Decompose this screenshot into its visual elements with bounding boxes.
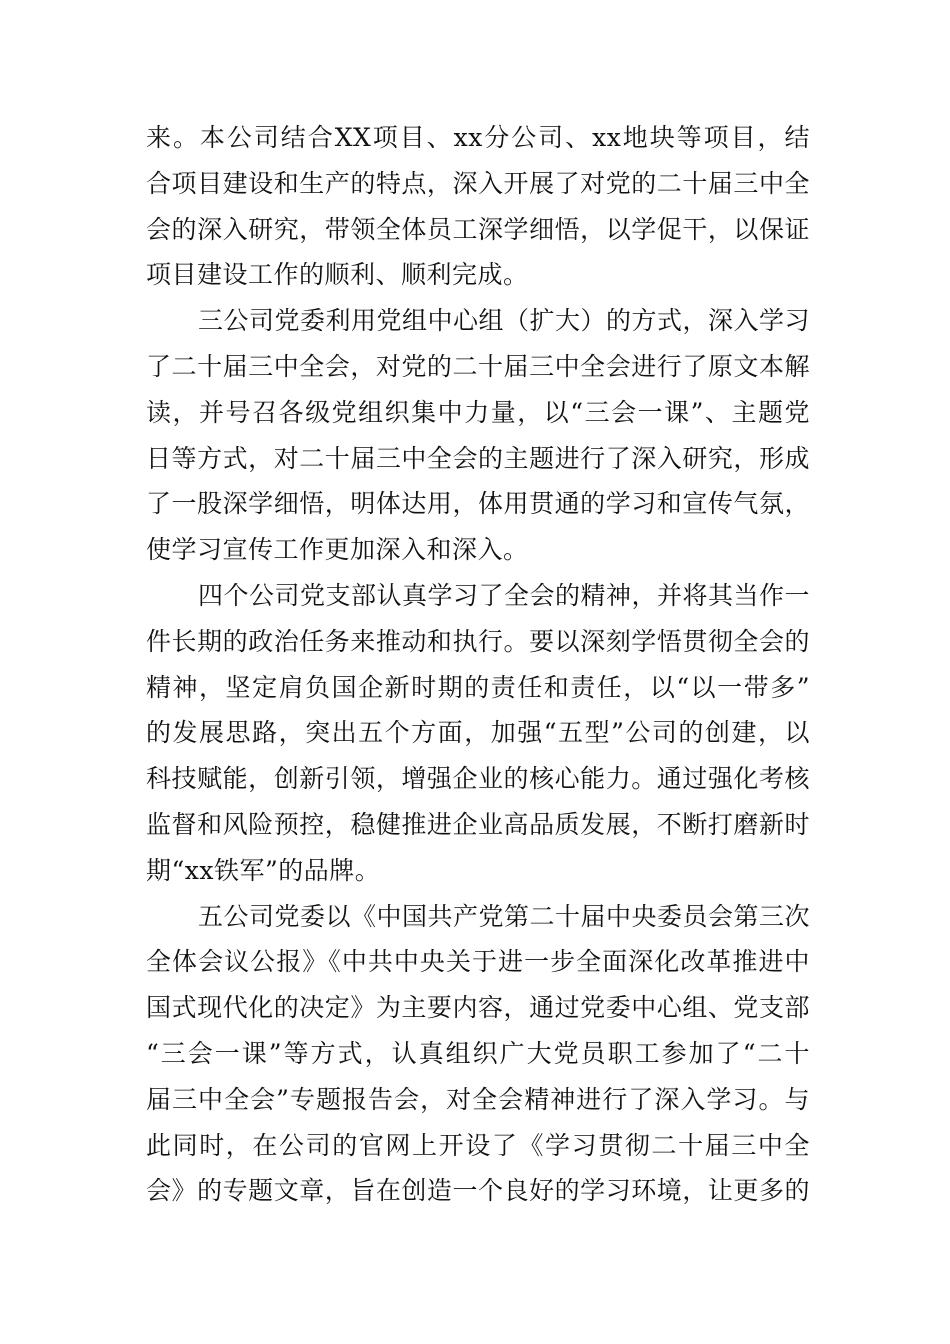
text-line: 监督和风险预控，稳健推进企业高品质发展，不断打磨新时	[146, 809, 810, 839]
text-line: 合项目建设和生产的特点，深入开展了对党的二十届三中全	[146, 168, 810, 198]
text-line: 来。本公司结合XX项目、xx分公司、xx地块等项目，结	[146, 123, 810, 152]
paragraph-1	[146, 115, 810, 298]
paragraph-3	[146, 573, 810, 894]
text-line: 全体会议公报》《中共中央关于进一步全面深化改革推进中	[146, 947, 810, 977]
text-line: 项目建设工作的顺利、顺利完成。	[146, 260, 529, 290]
text-line: 三公司党委利用党组中心组（扩大）的方式，深入学习	[198, 306, 811, 336]
text-line: 国式现代化的决定》为主要内容，通过党委中心组、党支部	[146, 993, 810, 1023]
paragraph-2	[146, 298, 810, 573]
text-line: 使学习宣传工作更加深入和深入。	[146, 535, 529, 565]
text-line: 日等方式，对二十届三中全会的主题进行了深入研究，形成	[146, 443, 810, 473]
text-line: 读，并号召各级党组织集中力量，以“三会一课”、主题党	[146, 397, 810, 427]
text-line: 了二十届三中全会，对党的二十届三中全会进行了原文本解	[146, 351, 810, 381]
text-line: 五公司党委以《中国共产党第二十届中央委员会第三次	[198, 901, 811, 931]
text-line: 期“xx铁军”的品牌。	[146, 855, 381, 885]
paragraph-4	[146, 894, 810, 1215]
text-line: 四个公司党支部认真学习了全会的精神，并将其当作一	[198, 580, 811, 610]
body-text	[146, 115, 810, 1214]
text-line: 科技赋能，创新引领，增强企业的核心能力。通过强化考核	[146, 764, 810, 794]
text-line: “三会一课”等方式，认真组织广大党员职工参加了“二十	[146, 1038, 810, 1068]
text-line: 会的深入研究，带领全体员工深学细悟，以学促干，以保证	[146, 214, 810, 244]
text-line: 精神，坚定肩负国企新时期的责任和责任，以“以一带多”	[146, 672, 810, 702]
text-line: 的发展思路，突出五个方面，加强“五型”公司的创建，以	[146, 718, 810, 748]
text-line: 了一股深学细悟，明体达用，体用贯通的学习和宣传气氛，	[146, 489, 810, 519]
text-line: 届三中全会”专题报告会，对全会精神进行了深入学习。与	[146, 1084, 810, 1114]
text-line: 此同时，在公司的官网上开设了《学习贯彻二十届三中全	[146, 1130, 810, 1160]
text-line: 会》的专题文章，旨在创造一个良好的学习环境，让更多的	[146, 1176, 810, 1206]
text-line: 件长期的政治任务来推动和执行。要以深刻学悟贯彻全会的	[146, 626, 810, 656]
